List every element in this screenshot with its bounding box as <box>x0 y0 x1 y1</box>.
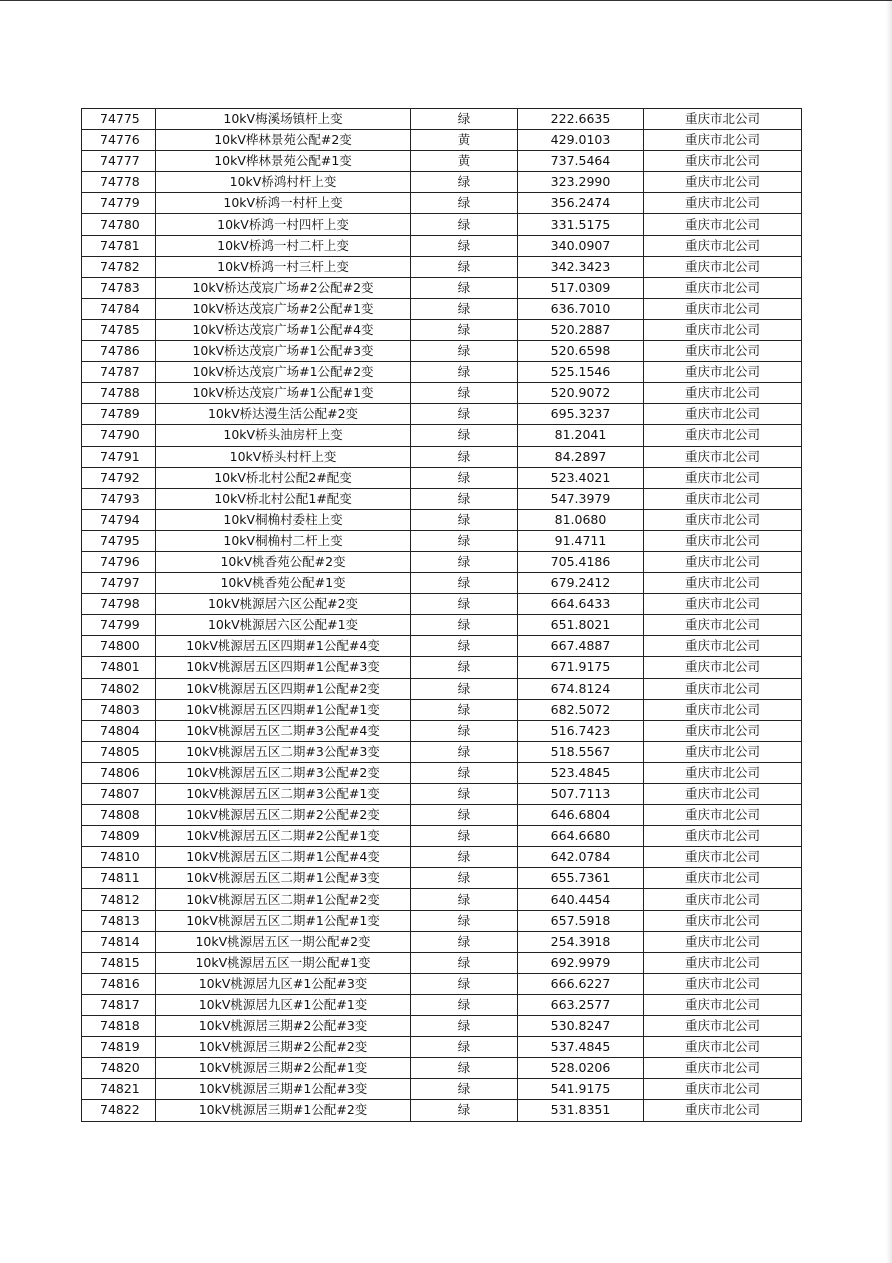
status-cell: 绿 <box>411 784 518 805</box>
value-cell: 222.6635 <box>518 109 644 130</box>
status-cell: 绿 <box>411 1016 518 1037</box>
row-id-cell: 74782 <box>82 256 156 277</box>
value-cell: 520.6598 <box>518 341 644 362</box>
row-id-cell: 74821 <box>82 1079 156 1100</box>
transformer-name-cell: 10kV桃源居五区一期公配#1变 <box>156 952 411 973</box>
company-cell: 重庆市北公司 <box>644 741 802 762</box>
transformer-name-cell: 10kV桃源居五区四期#1公配#2变 <box>156 678 411 699</box>
company-cell: 重庆市北公司 <box>644 784 802 805</box>
row-id-cell: 74783 <box>82 277 156 298</box>
row-id-cell: 74815 <box>82 952 156 973</box>
status-cell: 绿 <box>411 889 518 910</box>
table-row <box>82 509 802 530</box>
table-row <box>82 931 802 952</box>
company-cell: 重庆市北公司 <box>644 467 802 488</box>
transformer-name-cell: 10kV桃源居五区二期#1公配#2变 <box>156 889 411 910</box>
transformer-name-cell: 10kV桐桷村委柱上变 <box>156 509 411 530</box>
table-row <box>82 1079 802 1100</box>
status-cell: 黄 <box>411 151 518 172</box>
row-id-cell: 74822 <box>82 1100 156 1121</box>
row-id-cell: 74791 <box>82 446 156 467</box>
row-id-cell: 74805 <box>82 741 156 762</box>
status-cell: 绿 <box>411 467 518 488</box>
status-cell: 绿 <box>411 678 518 699</box>
status-cell: 绿 <box>411 193 518 214</box>
value-cell: 429.0103 <box>518 130 644 151</box>
table-row <box>82 130 802 151</box>
status-cell: 绿 <box>411 109 518 130</box>
value-cell: 523.4021 <box>518 467 644 488</box>
transformer-name-cell: 10kV桥达茂宸广场#2公配#2变 <box>156 277 411 298</box>
company-cell: 重庆市北公司 <box>644 362 802 383</box>
row-id-cell: 74800 <box>82 636 156 657</box>
table-row <box>82 678 802 699</box>
company-cell: 重庆市北公司 <box>644 910 802 931</box>
row-id-cell: 74797 <box>82 573 156 594</box>
value-cell: 640.4454 <box>518 889 644 910</box>
transformer-name-cell: 10kV桃香苑公配#1变 <box>156 573 411 594</box>
value-cell: 523.4845 <box>518 762 644 783</box>
company-cell: 重庆市北公司 <box>644 952 802 973</box>
company-cell: 重庆市北公司 <box>644 868 802 889</box>
row-id-cell: 74786 <box>82 341 156 362</box>
value-cell: 342.3423 <box>518 256 644 277</box>
table-row <box>82 362 802 383</box>
value-cell: 518.5567 <box>518 741 644 762</box>
transformer-name-cell: 10kV桥头村杆上变 <box>156 446 411 467</box>
table-row <box>82 1100 802 1121</box>
company-cell: 重庆市北公司 <box>644 805 802 826</box>
table-row <box>82 952 802 973</box>
table-row <box>82 404 802 425</box>
table-row <box>82 657 802 678</box>
transformer-name-cell: 10kV桥达漫生活公配#2变 <box>156 404 411 425</box>
table-row <box>82 1016 802 1037</box>
row-id-cell: 74794 <box>82 509 156 530</box>
row-id-cell: 74810 <box>82 847 156 868</box>
table-row <box>82 109 802 130</box>
transformer-name-cell: 10kV梅溪场镇杆上变 <box>156 109 411 130</box>
transformer-name-cell: 10kV桥鸿一村四杆上变 <box>156 214 411 235</box>
company-cell: 重庆市北公司 <box>644 1016 802 1037</box>
company-cell: 重庆市北公司 <box>644 762 802 783</box>
row-id-cell: 74775 <box>82 109 156 130</box>
table-row <box>82 446 802 467</box>
table-row <box>82 1037 802 1058</box>
table-row <box>82 994 802 1015</box>
transformer-name-cell: 10kV桃源居五区二期#2公配#2变 <box>156 805 411 826</box>
status-cell: 绿 <box>411 1100 518 1121</box>
status-cell: 绿 <box>411 488 518 509</box>
company-cell: 重庆市北公司 <box>644 994 802 1015</box>
table-row <box>82 256 802 277</box>
value-cell: 663.2577 <box>518 994 644 1015</box>
row-id-cell: 74816 <box>82 973 156 994</box>
row-id-cell: 74809 <box>82 826 156 847</box>
table-row <box>82 784 802 805</box>
status-cell: 绿 <box>411 910 518 931</box>
status-cell: 绿 <box>411 383 518 404</box>
transformer-name-cell: 10kV桃源居三期#1公配#3变 <box>156 1079 411 1100</box>
value-cell: 636.7010 <box>518 298 644 319</box>
company-cell: 重庆市北公司 <box>644 889 802 910</box>
transformer-name-cell: 10kV桃源居三期#1公配#2变 <box>156 1100 411 1121</box>
transformer-name-cell: 10kV桥头油房杆上变 <box>156 425 411 446</box>
company-cell: 重庆市北公司 <box>644 573 802 594</box>
status-cell: 绿 <box>411 931 518 952</box>
company-cell: 重庆市北公司 <box>644 488 802 509</box>
table-row <box>82 699 802 720</box>
value-cell: 520.2887 <box>518 319 644 340</box>
status-cell: 绿 <box>411 573 518 594</box>
transformer-name-cell: 10kV桃源居五区二期#2公配#1变 <box>156 826 411 847</box>
row-id-cell: 74787 <box>82 362 156 383</box>
value-cell: 692.9979 <box>518 952 644 973</box>
value-cell: 666.6227 <box>518 973 644 994</box>
row-id-cell: 74788 <box>82 383 156 404</box>
transformer-name-cell: 10kV桃源居三期#2公配#1变 <box>156 1058 411 1079</box>
table-row <box>82 868 802 889</box>
status-cell: 绿 <box>411 341 518 362</box>
transformer-name-cell: 10kV桥达茂宸广场#2公配#1变 <box>156 298 411 319</box>
transformer-name-cell: 10kV桃香苑公配#2变 <box>156 551 411 572</box>
transformer-name-cell: 10kV桃源居六区公配#1变 <box>156 615 411 636</box>
status-cell: 绿 <box>411 847 518 868</box>
row-id-cell: 74781 <box>82 235 156 256</box>
status-cell: 绿 <box>411 699 518 720</box>
table-row <box>82 551 802 572</box>
status-cell: 绿 <box>411 1079 518 1100</box>
company-cell: 重庆市北公司 <box>644 720 802 741</box>
value-cell: 517.0309 <box>518 277 644 298</box>
company-cell: 重庆市北公司 <box>644 615 802 636</box>
table-row <box>82 277 802 298</box>
status-cell: 绿 <box>411 425 518 446</box>
transformer-name-cell: 10kV桦林景苑公配#2变 <box>156 130 411 151</box>
transformer-name-cell: 10kV桃源居五区一期公配#2变 <box>156 931 411 952</box>
value-cell: 682.5072 <box>518 699 644 720</box>
company-cell: 重庆市北公司 <box>644 298 802 319</box>
value-cell: 664.6680 <box>518 826 644 847</box>
table-row <box>82 847 802 868</box>
company-cell: 重庆市北公司 <box>644 594 802 615</box>
table-row <box>82 319 802 340</box>
transformer-name-cell: 10kV桃源居五区四期#1公配#1变 <box>156 699 411 720</box>
row-id-cell: 74793 <box>82 488 156 509</box>
row-id-cell: 74784 <box>82 298 156 319</box>
status-cell: 绿 <box>411 446 518 467</box>
row-id-cell: 74776 <box>82 130 156 151</box>
row-id-cell: 74817 <box>82 994 156 1015</box>
table-row <box>82 425 802 446</box>
row-id-cell: 74804 <box>82 720 156 741</box>
row-id-cell: 74818 <box>82 1016 156 1037</box>
company-cell: 重庆市北公司 <box>644 172 802 193</box>
row-id-cell: 74813 <box>82 910 156 931</box>
company-cell: 重庆市北公司 <box>644 1037 802 1058</box>
value-cell: 331.5175 <box>518 214 644 235</box>
status-cell: 绿 <box>411 952 518 973</box>
company-cell: 重庆市北公司 <box>644 973 802 994</box>
transformer-name-cell: 10kV桃源居九区#1公配#1变 <box>156 994 411 1015</box>
table-row <box>82 720 802 741</box>
status-cell: 绿 <box>411 319 518 340</box>
row-id-cell: 74789 <box>82 404 156 425</box>
value-cell: 525.1546 <box>518 362 644 383</box>
transformer-name-cell: 10kV桃源居五区二期#3公配#2变 <box>156 762 411 783</box>
value-cell: 679.2412 <box>518 573 644 594</box>
status-cell: 绿 <box>411 551 518 572</box>
row-id-cell: 74812 <box>82 889 156 910</box>
transformer-name-cell: 10kV桥北村公配2#配变 <box>156 467 411 488</box>
status-cell: 绿 <box>411 362 518 383</box>
value-cell: 547.3979 <box>518 488 644 509</box>
status-cell: 绿 <box>411 256 518 277</box>
status-cell: 绿 <box>411 277 518 298</box>
status-cell: 绿 <box>411 404 518 425</box>
transformer-name-cell: 10kV桃源居三期#2公配#3变 <box>156 1016 411 1037</box>
table-row <box>82 214 802 235</box>
row-id-cell: 74777 <box>82 151 156 172</box>
transformer-name-cell: 10kV桥达茂宸广场#1公配#3变 <box>156 341 411 362</box>
transformer-name-cell: 10kV桃源居九区#1公配#3变 <box>156 973 411 994</box>
company-cell: 重庆市北公司 <box>644 446 802 467</box>
table-row <box>82 1058 802 1079</box>
company-cell: 重庆市北公司 <box>644 235 802 256</box>
transformer-name-cell: 10kV桥鸿村杆上变 <box>156 172 411 193</box>
row-id-cell: 74790 <box>82 425 156 446</box>
value-cell: 667.4887 <box>518 636 644 657</box>
table-row <box>82 973 802 994</box>
table-row <box>82 193 802 214</box>
table-row <box>82 530 802 551</box>
row-id-cell: 74799 <box>82 615 156 636</box>
status-cell: 绿 <box>411 741 518 762</box>
table-row <box>82 488 802 509</box>
table-row <box>82 341 802 362</box>
transformer-name-cell: 10kV桃源居五区二期#3公配#4变 <box>156 720 411 741</box>
company-cell: 重庆市北公司 <box>644 214 802 235</box>
status-cell: 绿 <box>411 235 518 256</box>
company-cell: 重庆市北公司 <box>644 636 802 657</box>
row-id-cell: 74808 <box>82 805 156 826</box>
table-row <box>82 151 802 172</box>
value-cell: 340.0907 <box>518 235 644 256</box>
status-cell: 绿 <box>411 636 518 657</box>
value-cell: 91.4711 <box>518 530 644 551</box>
company-cell: 重庆市北公司 <box>644 277 802 298</box>
transformer-name-cell: 10kV桥鸿一村杆上变 <box>156 193 411 214</box>
row-id-cell: 74785 <box>82 319 156 340</box>
transformer-name-cell: 10kV桃源居五区二期#1公配#1变 <box>156 910 411 931</box>
value-cell: 81.2041 <box>518 425 644 446</box>
table-row <box>82 594 802 615</box>
row-id-cell: 74811 <box>82 868 156 889</box>
status-cell: 绿 <box>411 615 518 636</box>
row-id-cell: 74806 <box>82 762 156 783</box>
company-cell: 重庆市北公司 <box>644 530 802 551</box>
row-id-cell: 74780 <box>82 214 156 235</box>
status-cell: 绿 <box>411 762 518 783</box>
company-cell: 重庆市北公司 <box>644 678 802 699</box>
company-cell: 重庆市北公司 <box>644 256 802 277</box>
value-cell: 356.2474 <box>518 193 644 214</box>
value-cell: 520.9072 <box>518 383 644 404</box>
row-id-cell: 74814 <box>82 931 156 952</box>
value-cell: 642.0784 <box>518 847 644 868</box>
company-cell: 重庆市北公司 <box>644 931 802 952</box>
value-cell: 254.3918 <box>518 931 644 952</box>
status-cell: 绿 <box>411 594 518 615</box>
row-id-cell: 74798 <box>82 594 156 615</box>
row-id-cell: 74802 <box>82 678 156 699</box>
table-row <box>82 826 802 847</box>
table-row <box>82 383 802 404</box>
row-id-cell: 74795 <box>82 530 156 551</box>
value-cell: 651.8021 <box>518 615 644 636</box>
table-row <box>82 298 802 319</box>
transformer-name-cell: 10kV桃源居五区四期#1公配#3变 <box>156 657 411 678</box>
status-cell: 绿 <box>411 805 518 826</box>
value-cell: 664.6433 <box>518 594 644 615</box>
transformer-name-cell: 10kV桃源居五区二期#1公配#4变 <box>156 847 411 868</box>
company-cell: 重庆市北公司 <box>644 404 802 425</box>
table-row <box>82 573 802 594</box>
value-cell: 537.4845 <box>518 1037 644 1058</box>
company-cell: 重庆市北公司 <box>644 657 802 678</box>
table-row <box>82 235 802 256</box>
transformer-name-cell: 10kV桥达茂宸广场#1公配#2变 <box>156 362 411 383</box>
status-cell: 绿 <box>411 172 518 193</box>
value-cell: 530.8247 <box>518 1016 644 1037</box>
company-cell: 重庆市北公司 <box>644 1100 802 1121</box>
company-cell: 重庆市北公司 <box>644 109 802 130</box>
status-cell: 绿 <box>411 530 518 551</box>
value-cell: 705.4186 <box>518 551 644 572</box>
company-cell: 重庆市北公司 <box>644 699 802 720</box>
table-row <box>82 889 802 910</box>
transformer-name-cell: 10kV桃源居三期#2公配#2变 <box>156 1037 411 1058</box>
company-cell: 重庆市北公司 <box>644 130 802 151</box>
row-id-cell: 74803 <box>82 699 156 720</box>
table-row <box>82 805 802 826</box>
value-cell: 531.8351 <box>518 1100 644 1121</box>
row-id-cell: 74801 <box>82 657 156 678</box>
row-id-cell: 74779 <box>82 193 156 214</box>
table-body <box>82 109 802 1122</box>
status-cell: 绿 <box>411 657 518 678</box>
status-cell: 绿 <box>411 994 518 1015</box>
status-cell: 绿 <box>411 1058 518 1079</box>
value-cell: 646.6804 <box>518 805 644 826</box>
table-row <box>82 910 802 931</box>
company-cell: 重庆市北公司 <box>644 193 802 214</box>
company-cell: 重庆市北公司 <box>644 151 802 172</box>
table-row <box>82 741 802 762</box>
transformer-name-cell: 10kV桃源居五区二期#1公配#3变 <box>156 868 411 889</box>
transformer-name-cell: 10kV桃源居六区公配#2变 <box>156 594 411 615</box>
transformer-name-cell: 10kV桥北村公配1#配变 <box>156 488 411 509</box>
value-cell: 81.0680 <box>518 509 644 530</box>
row-id-cell: 74778 <box>82 172 156 193</box>
transformer-name-cell: 10kV桥鸿一村三杆上变 <box>156 256 411 277</box>
status-cell: 绿 <box>411 214 518 235</box>
table-row <box>82 762 802 783</box>
transformer-name-cell: 10kV桥鸿一村二杆上变 <box>156 235 411 256</box>
value-cell: 541.9175 <box>518 1079 644 1100</box>
value-cell: 528.0206 <box>518 1058 644 1079</box>
table-row <box>82 615 802 636</box>
page-edge <box>886 1 892 1263</box>
value-cell: 323.2990 <box>518 172 644 193</box>
company-cell: 重庆市北公司 <box>644 341 802 362</box>
transformer-name-cell: 10kV桃源居五区二期#3公配#3变 <box>156 741 411 762</box>
row-id-cell: 74792 <box>82 467 156 488</box>
status-cell: 绿 <box>411 298 518 319</box>
value-cell: 507.7113 <box>518 784 644 805</box>
transformer-name-cell: 10kV桃源居五区二期#3公配#1变 <box>156 784 411 805</box>
company-cell: 重庆市北公司 <box>644 383 802 404</box>
transformer-name-cell: 10kV桐桷村二杆上变 <box>156 530 411 551</box>
company-cell: 重庆市北公司 <box>644 1079 802 1100</box>
row-id-cell: 74796 <box>82 551 156 572</box>
status-cell: 绿 <box>411 1037 518 1058</box>
status-cell: 绿 <box>411 868 518 889</box>
company-cell: 重庆市北公司 <box>644 319 802 340</box>
transformer-name-cell: 10kV桃源居五区四期#1公配#4变 <box>156 636 411 657</box>
value-cell: 674.8124 <box>518 678 644 699</box>
company-cell: 重庆市北公司 <box>644 509 802 530</box>
status-cell: 绿 <box>411 720 518 741</box>
row-id-cell: 74819 <box>82 1037 156 1058</box>
table-row <box>82 636 802 657</box>
status-cell: 黄 <box>411 130 518 151</box>
value-cell: 655.7361 <box>518 868 644 889</box>
transformer-name-cell: 10kV桥达茂宸广场#1公配#1变 <box>156 383 411 404</box>
value-cell: 737.5464 <box>518 151 644 172</box>
transformer-name-cell: 10kV桦林景苑公配#1变 <box>156 151 411 172</box>
transformer-name-cell: 10kV桥达茂宸广场#1公配#4变 <box>156 319 411 340</box>
status-cell: 绿 <box>411 973 518 994</box>
value-cell: 516.7423 <box>518 720 644 741</box>
value-cell: 84.2897 <box>518 446 644 467</box>
value-cell: 695.3237 <box>518 404 644 425</box>
table-row <box>82 172 802 193</box>
company-cell: 重庆市北公司 <box>644 847 802 868</box>
row-id-cell: 74820 <box>82 1058 156 1079</box>
table-row <box>82 467 802 488</box>
transformer-table <box>81 108 802 1122</box>
company-cell: 重庆市北公司 <box>644 1058 802 1079</box>
value-cell: 657.5918 <box>518 910 644 931</box>
company-cell: 重庆市北公司 <box>644 551 802 572</box>
company-cell: 重庆市北公司 <box>644 425 802 446</box>
status-cell: 绿 <box>411 509 518 530</box>
value-cell: 671.9175 <box>518 657 644 678</box>
row-id-cell: 74807 <box>82 784 156 805</box>
status-cell: 绿 <box>411 826 518 847</box>
company-cell: 重庆市北公司 <box>644 826 802 847</box>
